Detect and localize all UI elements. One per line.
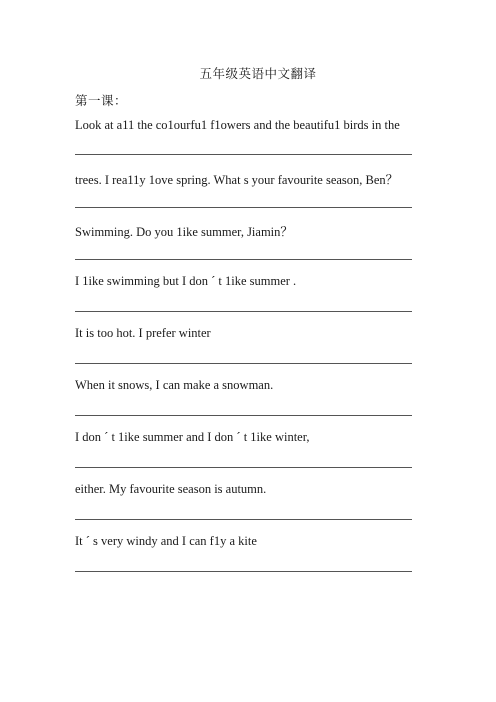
- answer-line-8: [75, 519, 412, 520]
- answer-line-1: [75, 154, 412, 155]
- text-line-5: It is too hot. I prefer winter: [75, 326, 211, 340]
- answer-line-6: [75, 415, 412, 416]
- answer-line-4: [75, 311, 412, 312]
- page-title: 五年级英语中文翻译: [199, 67, 317, 81]
- text-line-3: Swimming. Do you 1ike summer, Jiamin？: [75, 225, 293, 239]
- answer-line-3: [75, 259, 412, 260]
- text-line-9: It ´ s very windy and I can f1y a kite: [75, 534, 257, 548]
- text-line-7: I don ´ t 1ike summer and I don ´ t 1ike winter,: [75, 430, 310, 444]
- text-line-1: Look at a11 the co1ourfu1 f1owers and the beautifu1 birds in the: [75, 118, 400, 132]
- text-line-8: either. My favourite season is autumn.: [75, 482, 267, 496]
- text-line-6: When it snows, I can make a snowman.: [75, 378, 274, 392]
- text-line-2: trees. I rea11y 1ove spring. What s your favourite season, Ben？: [75, 173, 399, 187]
- answer-line-5: [75, 363, 412, 364]
- answer-line-7: [75, 467, 412, 468]
- text-line-4: I 1ike swimming but I don ´ t 1ike summer .: [75, 274, 297, 288]
- answer-line-2: [75, 207, 412, 208]
- lesson-label: 第一课：: [75, 94, 128, 108]
- answer-line-9: [75, 571, 412, 572]
